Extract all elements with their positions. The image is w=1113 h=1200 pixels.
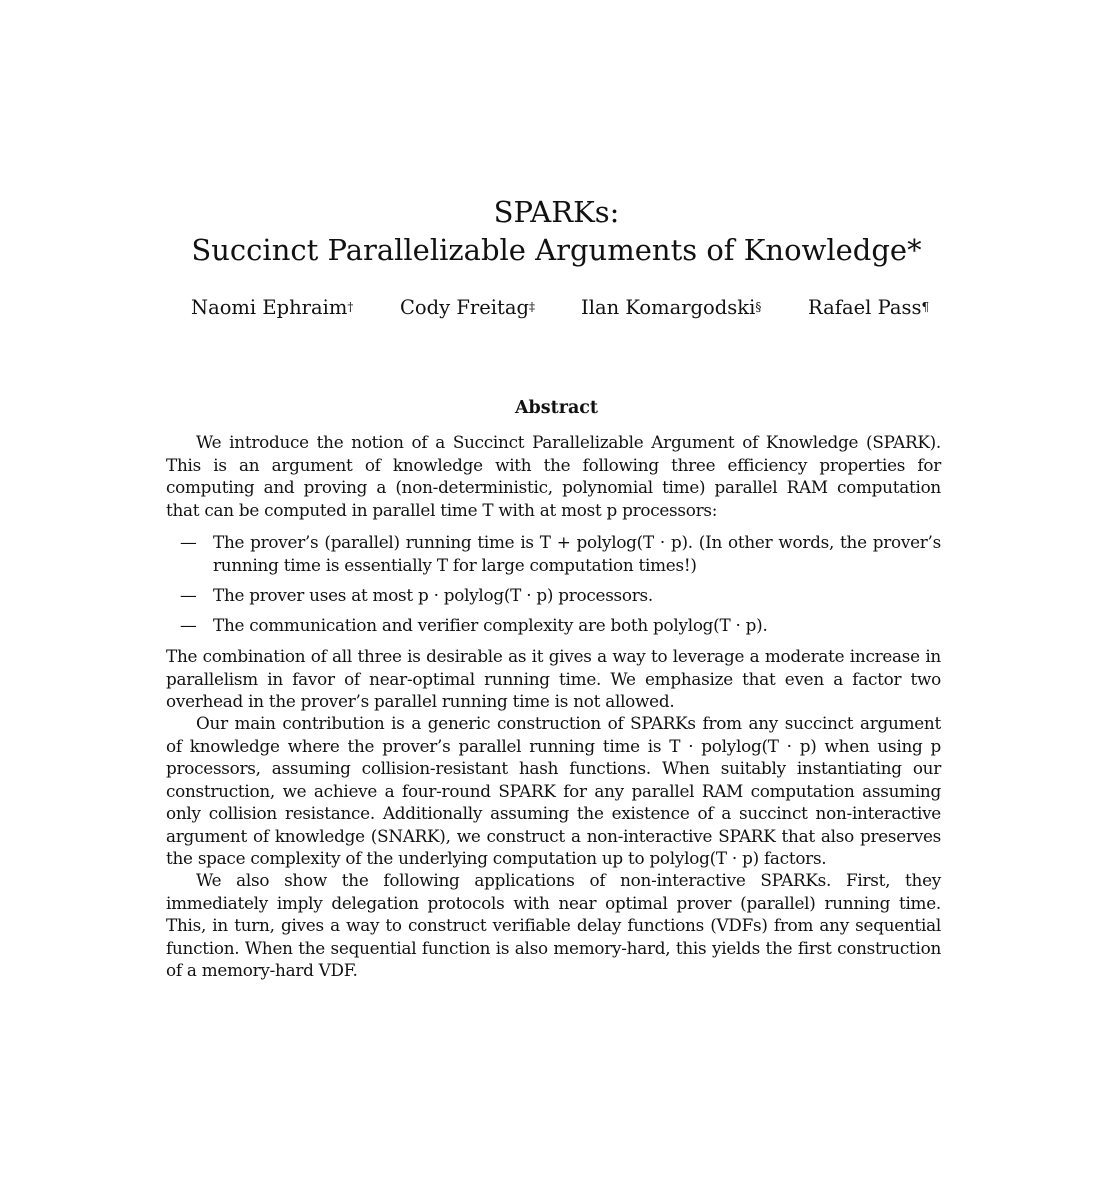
author-cody-freitag <box>400 296 535 319</box>
bullet-item <box>180 584 941 607</box>
abstract-paragraph-3 <box>166 712 941 870</box>
paper-title-line-1: SPARKs: <box>493 195 620 229</box>
author-name: Cody Freitag <box>400 296 529 319</box>
abstract-heading: Abstract <box>514 398 599 418</box>
bullet-dash: — <box>180 615 197 635</box>
paragraph-text: We introduce the notion of a Succinct Parallelizable Argument of Knowledge (SPARK). This is an argument of knowledge with the following three efficiency properties for computing and proving a (non-deterministic, polynomial time) parallel RAM computation that can be computed in parallel time T with at most p processors: <box>166 432 941 520</box>
paragraph-text: We also show the following applications of non-interactive SPARKs. First, they immediately imply delegation protocols with near optimal prover (parallel) running time. This, in turn, gives a way to construct verifiable delay functions (VDFs) from any sequential function. When the sequential function is also memory-hard, this yields the first construction of a memory-hard VDF. <box>166 870 941 980</box>
author-name: Naomi Ephraim <box>191 296 348 319</box>
author-footnote-mark: † <box>347 300 354 314</box>
author-naomi-ephraim <box>191 296 353 319</box>
bullet-item <box>180 531 941 576</box>
abstract-paragraph-1 <box>166 431 941 521</box>
paragraph-text: Our main contribution is a generic construction of SPARKs from any succinct argument of knowledge where the prover’s parallel running time is T · polylog(T · p) when using p processors, assuming collision-resistant hash functions. When suitably instantiating our construction, we achieve a four-round SPARK for any parallel RAM computation assuming only collision resistance. Additionally assuming the existence of a succinct non-interactive argument of knowledge (SNARK), we construct a non-interactive SPARK that also preserves the space complexity of the underlying computation up to polylog(T · p) factors. <box>166 713 941 868</box>
author-rafael-pass <box>808 296 929 319</box>
author-name: Ilan Komargodski <box>581 296 756 319</box>
bullet-text: The communication and verifier complexity are both polylog(T · p). <box>213 615 768 635</box>
author-footnote-mark: § <box>755 300 762 314</box>
bullet-text: The prover’s (parallel) running time is T + polylog(T · p). (In other words, the prover’s running time is essentially T for large computation times!) <box>213 532 941 575</box>
bullet-item <box>180 614 941 637</box>
author-footnote-mark: ¶ <box>921 300 930 314</box>
bullet-text: The prover uses at most p · polylog(T · p) processors. <box>213 585 653 605</box>
abstract-paragraph-4 <box>166 869 941 982</box>
paragraph-text: The combination of all three is desirable as it gives a way to leverage a moderate increase in parallelism in favor of near-optimal running time. We emphasize that even a factor two overhead in the prover’s parallel running time is not allowed. <box>166 646 941 711</box>
author-name: Rafael Pass <box>808 296 922 319</box>
abstract-paragraph-2 <box>166 645 941 713</box>
author-ilan-komargodski <box>581 296 761 319</box>
author-footnote-mark: ‡ <box>528 300 535 314</box>
paper-title-line-2: Succinct Parallelizable Arguments of Knowledge* <box>191 233 922 267</box>
bullet-dash: — <box>180 585 197 605</box>
bullet-dash: — <box>180 532 197 552</box>
